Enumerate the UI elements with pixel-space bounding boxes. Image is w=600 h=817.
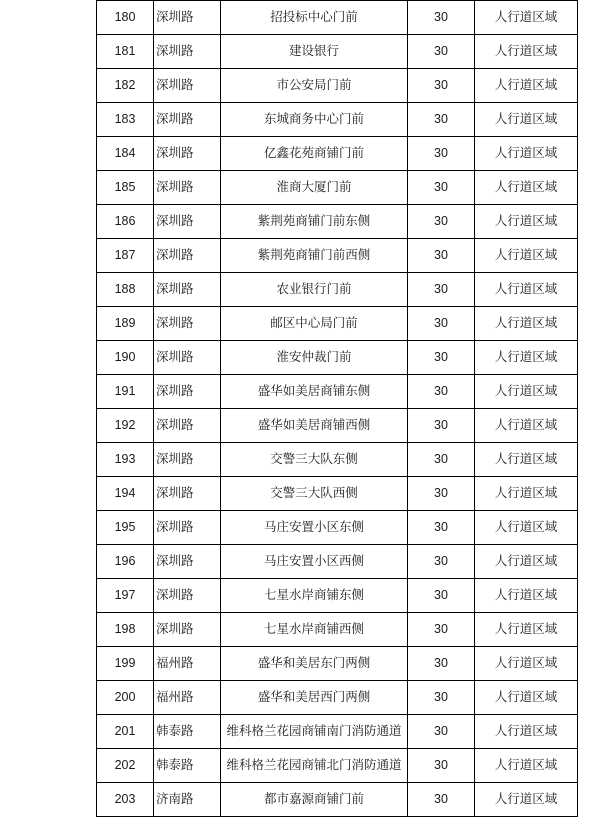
cell-index: 202: [97, 749, 154, 783]
table-row: [97, 409, 578, 443]
cell-location: 马庄安置小区西侧: [221, 545, 408, 579]
cell-type: 人行道区域: [475, 579, 578, 613]
table-row: [97, 783, 578, 817]
table-row: [97, 511, 578, 545]
cell-road: 深圳路: [154, 205, 221, 239]
table-row: [97, 681, 578, 715]
cell-location: 招投标中心门前: [221, 1, 408, 35]
cell-road: 韩泰路: [154, 749, 221, 783]
table-row: [97, 137, 578, 171]
cell-road: 深圳路: [154, 307, 221, 341]
cell-location: 马庄安置小区东侧: [221, 511, 408, 545]
cell-index: 180: [97, 1, 154, 35]
cell-location: 盛华如美居商铺西侧: [221, 409, 408, 443]
cell-type: 人行道区域: [475, 69, 578, 103]
cell-count: 30: [408, 341, 475, 375]
cell-location: 邮区中心局门前: [221, 307, 408, 341]
parking-locations-table: [96, 0, 578, 817]
cell-location: 维科格兰花园商铺南门消防通道: [221, 715, 408, 749]
cell-location: 东城商务中心门前: [221, 103, 408, 137]
table-row: [97, 443, 578, 477]
cell-road: 深圳路: [154, 239, 221, 273]
table-row: [97, 69, 578, 103]
cell-road: 深圳路: [154, 511, 221, 545]
cell-type: 人行道区域: [475, 1, 578, 35]
cell-count: 30: [408, 239, 475, 273]
cell-count: 30: [408, 613, 475, 647]
cell-count: 30: [408, 443, 475, 477]
cell-index: 195: [97, 511, 154, 545]
cell-index: 186: [97, 205, 154, 239]
table-row: [97, 749, 578, 783]
cell-index: 181: [97, 35, 154, 69]
cell-count: 30: [408, 477, 475, 511]
cell-count: 30: [408, 647, 475, 681]
cell-count: 30: [408, 783, 475, 817]
cell-count: 30: [408, 273, 475, 307]
table-row: [97, 545, 578, 579]
table-row: [97, 307, 578, 341]
cell-type: 人行道区域: [475, 35, 578, 69]
cell-type: 人行道区域: [475, 715, 578, 749]
cell-road: 深圳路: [154, 375, 221, 409]
cell-count: 30: [408, 375, 475, 409]
cell-count: 30: [408, 545, 475, 579]
cell-type: 人行道区域: [475, 783, 578, 817]
cell-type: 人行道区域: [475, 273, 578, 307]
cell-count: 30: [408, 409, 475, 443]
cell-index: 185: [97, 171, 154, 205]
cell-road: 深圳路: [154, 613, 221, 647]
cell-type: 人行道区域: [475, 681, 578, 715]
cell-road: 深圳路: [154, 273, 221, 307]
cell-index: 187: [97, 239, 154, 273]
cell-location: 亿鑫花苑商铺门前: [221, 137, 408, 171]
cell-location: 市公安局门前: [221, 69, 408, 103]
cell-index: 190: [97, 341, 154, 375]
cell-road: 深圳路: [154, 409, 221, 443]
cell-count: 30: [408, 35, 475, 69]
cell-count: 30: [408, 1, 475, 35]
cell-index: 184: [97, 137, 154, 171]
table-row: [97, 375, 578, 409]
cell-location: 盛华如美居商铺东侧: [221, 375, 408, 409]
cell-road: 深圳路: [154, 341, 221, 375]
cell-type: 人行道区域: [475, 103, 578, 137]
cell-road: 深圳路: [154, 35, 221, 69]
cell-road: 深圳路: [154, 137, 221, 171]
cell-road: 深圳路: [154, 477, 221, 511]
cell-index: 189: [97, 307, 154, 341]
cell-road: 深圳路: [154, 1, 221, 35]
cell-road: 深圳路: [154, 545, 221, 579]
cell-type: 人行道区域: [475, 749, 578, 783]
cell-index: 200: [97, 681, 154, 715]
cell-index: 197: [97, 579, 154, 613]
cell-road: 福州路: [154, 647, 221, 681]
cell-count: 30: [408, 749, 475, 783]
table-container: [96, 0, 558, 817]
cell-location: 盛华和美居东门两侧: [221, 647, 408, 681]
cell-type: 人行道区域: [475, 511, 578, 545]
table-row: [97, 613, 578, 647]
cell-index: 199: [97, 647, 154, 681]
cell-type: 人行道区域: [475, 613, 578, 647]
cell-location: 维科格兰花园商铺北门消防通道: [221, 749, 408, 783]
cell-index: 182: [97, 69, 154, 103]
cell-road: 深圳路: [154, 103, 221, 137]
cell-index: 196: [97, 545, 154, 579]
cell-type: 人行道区域: [475, 171, 578, 205]
cell-location: 紫荆苑商铺门前西侧: [221, 239, 408, 273]
cell-count: 30: [408, 69, 475, 103]
table-row: [97, 35, 578, 69]
table-row: [97, 103, 578, 137]
cell-index: 192: [97, 409, 154, 443]
cell-location: 农业银行门前: [221, 273, 408, 307]
cell-type: 人行道区域: [475, 307, 578, 341]
table-row: [97, 239, 578, 273]
cell-road: 韩泰路: [154, 715, 221, 749]
cell-count: 30: [408, 715, 475, 749]
cell-location: 交警三大队西侧: [221, 477, 408, 511]
cell-type: 人行道区域: [475, 375, 578, 409]
cell-count: 30: [408, 171, 475, 205]
cell-type: 人行道区域: [475, 205, 578, 239]
cell-location: 紫荆苑商铺门前东侧: [221, 205, 408, 239]
cell-type: 人行道区域: [475, 341, 578, 375]
cell-index: 201: [97, 715, 154, 749]
cell-location: 淮安仲裁门前: [221, 341, 408, 375]
cell-type: 人行道区域: [475, 409, 578, 443]
cell-type: 人行道区域: [475, 647, 578, 681]
cell-count: 30: [408, 681, 475, 715]
cell-location: 都市嘉源商铺门前: [221, 783, 408, 817]
cell-road: 深圳路: [154, 171, 221, 205]
cell-index: 193: [97, 443, 154, 477]
cell-index: 203: [97, 783, 154, 817]
cell-type: 人行道区域: [475, 477, 578, 511]
cell-index: 188: [97, 273, 154, 307]
cell-count: 30: [408, 307, 475, 341]
cell-location: 建设银行: [221, 35, 408, 69]
cell-location: 交警三大队东侧: [221, 443, 408, 477]
cell-count: 30: [408, 579, 475, 613]
table-row: [97, 579, 578, 613]
cell-road: 济南路: [154, 783, 221, 817]
cell-index: 191: [97, 375, 154, 409]
cell-type: 人行道区域: [475, 137, 578, 171]
cell-road: 福州路: [154, 681, 221, 715]
cell-index: 194: [97, 477, 154, 511]
table-row: [97, 647, 578, 681]
cell-count: 30: [408, 511, 475, 545]
cell-location: 淮商大厦门前: [221, 171, 408, 205]
cell-type: 人行道区域: [475, 443, 578, 477]
cell-type: 人行道区域: [475, 545, 578, 579]
table-row: [97, 341, 578, 375]
cell-road: 深圳路: [154, 579, 221, 613]
cell-index: 183: [97, 103, 154, 137]
table-row: [97, 171, 578, 205]
cell-index: 198: [97, 613, 154, 647]
cell-count: 30: [408, 137, 475, 171]
table-row: [97, 205, 578, 239]
cell-road: 深圳路: [154, 443, 221, 477]
cell-location: 七星水岸商铺西侧: [221, 613, 408, 647]
cell-location: 七星水岸商铺东侧: [221, 579, 408, 613]
cell-count: 30: [408, 205, 475, 239]
table-row: [97, 477, 578, 511]
cell-type: 人行道区域: [475, 239, 578, 273]
table-body: [97, 1, 578, 817]
cell-location: 盛华和美居西门两侧: [221, 681, 408, 715]
table-row: [97, 715, 578, 749]
cell-count: 30: [408, 103, 475, 137]
table-row: [97, 1, 578, 35]
table-row: [97, 273, 578, 307]
cell-road: 深圳路: [154, 69, 221, 103]
